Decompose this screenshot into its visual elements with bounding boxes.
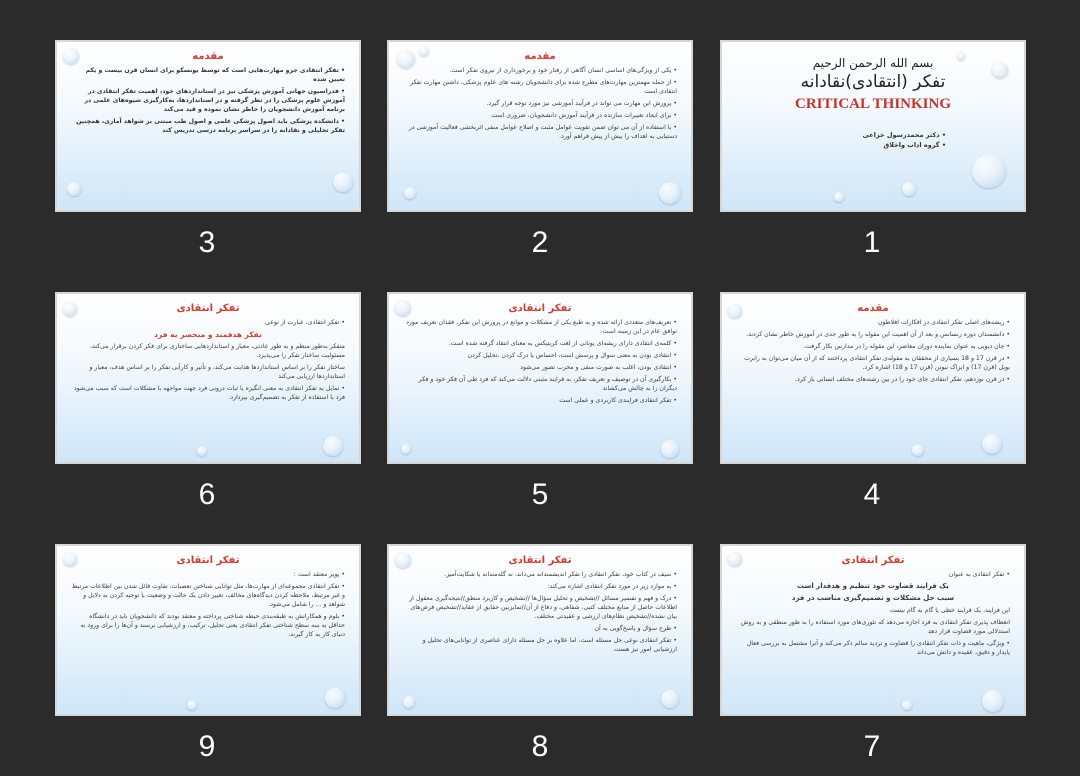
water-drop: [197, 446, 207, 456]
water-drop: [972, 154, 1006, 188]
water-drop: [982, 434, 1002, 454]
body-paragraph: ساختار تفکر را بر اساس استانداردها هدایت می‌کند، و تأثیر و کارآیی تفکر را بر اساس هدف، معیار و استانداردها ارزیابی می‌کند: [89, 364, 345, 380]
water-drop: [404, 187, 416, 199]
bullet-item: • تفکر انتقادی نوعی حل مسئله است، اما علاوه بر حل مسئله دارای عناصری از توانایی‌های تحلیل و ارزشیابی امور نیز هست.: [403, 636, 677, 654]
slide-title-english: CRITICAL THINKING: [794, 96, 951, 112]
slide-thumbnail-2[interactable]: [387, 40, 693, 212]
water-drop: [325, 688, 345, 708]
emphasis-line: سبب حل مشکلات و تصمیم‌گیری مناسب در فرد: [791, 594, 955, 602]
slide-title: مقدمه: [857, 303, 889, 314]
water-drop: [401, 444, 411, 454]
slide-thumbnail-5[interactable]: [387, 292, 693, 464]
bullet-item: • در قرن 17 و 18 بسیاری از محققان به مقوله‌ی تفکر انتقادی پرداختند که از آن میان می‌توان به رابرت بویل (قرن 17) و ایزاک نیوتن (قرن 17 و 18) اشاره کرد.: [736, 354, 1010, 372]
bullet-item: • دانشمندان دوره رنسانس و بعد از آن اهمیت این مقوله را به طور جدی در آموزش خاطر نشان کردند.: [736, 330, 1010, 339]
slide-title: تفکر انتقادی: [508, 555, 572, 566]
bullet-item: • برای ایجاد تغییرات سازنده در فرآیند آموزش دانشجویان، ضروری است: [403, 111, 677, 120]
bullet-item: • تفکر انتقادی مجموعه‌ای از مهارت‌ها، مثل توانایی شناختن تعصبات، تفاوت قائل شدن بین اطلاعات مرتبط و غیر مرتبط، ملاحظه کردن دیدگاه‌های مخالف، تغییر دادن یک حالت و وضعیت یا توجیه کردن به دلایل و شواهد و ... را شامل می‌شود.: [71, 582, 345, 609]
water-drop: [661, 440, 679, 458]
water-drop: [403, 696, 415, 708]
slide-number-7: 7: [863, 730, 881, 763]
bismillah-text: بسم الله الرحمن الرحیم: [812, 56, 934, 70]
slide-number-3: 3: [198, 226, 216, 259]
water-drop: [333, 172, 353, 192]
slide-thumbnail-7[interactable]: [720, 544, 1026, 716]
water-drop: [187, 700, 197, 710]
bullet-item: • تفکر انتقادی، عبارت از نوعی: [71, 318, 345, 327]
slide-thumbnail-3[interactable]: [55, 40, 361, 212]
slide-body: [403, 66, 677, 144]
department-name: • گروه اداب واخلاق: [863, 140, 946, 150]
bullet-item: • ریشه‌های اصلی تفکر انتقادی در افکارات افلاطون: [736, 318, 1010, 327]
bullet-item: • انتقادی بودن به معنی سوال و پرسش است، احساس یا درک کردن ،تحلیل کردن: [403, 351, 677, 360]
slide-body: [403, 570, 677, 657]
bullet-item: • بکارگیری آن در توصیف و تعریف تفکر، به فرایند مثبتی دلالت می‌کند که فرد طی آن فکر خود و فکر دیگران را به چالش می‌کشاند: [403, 375, 677, 393]
slide-title-persian: تفکر (انتقادی)نقادانه: [800, 72, 946, 92]
water-drop: [902, 700, 912, 710]
slide-title: تفکر انتقادی: [176, 555, 240, 566]
bullet-item: • پویر معتقد است :: [71, 570, 345, 579]
bullet-item: • درک و فهم و تفسیر مسائل //تشخیص و تحلیل سؤال‌ها //تشخیص و کاربرد منطق//نتیجه‌گیری معقول از اطلاعات حاصل از منابع مختلف کتبی، شفاهی، و دفاع از آن//تمایزبین حقایق از عقاید//تشخیص فرض‌های بیان نشده//تشخیص نظام‌های ارزشی و عقیدتی مختلف.: [403, 594, 677, 621]
slide-title: مقدمه: [192, 51, 224, 62]
slide-body: [403, 318, 677, 408]
slide-title: تفکر انتقادی: [508, 303, 572, 314]
bullet-item: • ویژگی، ماهیت و ذات تفکر انتقادی را قضاوت و تردید سالم ذکر می‌کند و آنرا مشتمل به بررسی فعال پایدار و دقیق، عقیده و دانش می‌داند: [736, 639, 1010, 657]
slide-number-8: 8: [531, 730, 549, 763]
author-name: • دکتر محمدرسول خزاعی: [863, 130, 946, 140]
slide-thumbnail-1[interactable]: [720, 40, 1026, 212]
bullet-item: • یکی از ویژگی‌های اساسی انسان آگاهی از رفتار خود و برخورداری از نیروی تفکر است.: [403, 66, 677, 75]
slide-number-6: 6: [198, 478, 216, 511]
bullet-item: • کلمه‌ی انتقادی دارای ریشه‌ای یونانی از لغت کریتیکس به معنای انتقاد گرفته شده است.: [403, 339, 677, 348]
body-paragraph: متفکر به‌طور منظم و به طور عادتی، معیار و استانداردهایی ساختاری برای فکر کردن برقرار می‌کند، مسئولیت ساختار تفکر را می‌پذیرد.: [89, 343, 345, 359]
bullet-item: • از جمله مهمترین مهارت‌های مطرح شده برای دانشجویان رشته های علوم پزشکی، داشتن مهارت تفکر انتقادی است: [403, 78, 677, 96]
bullet-item: • فدراسیون جهانی آموزش پزشکی نیز در استانداردهای خود، اهمیت تفکر انتقادی در آموزش علوم پزشکی را در نظر گرفته و در استانداردها، به‌کارگیری شیوه‌های علمی در برنامه آموزش دانشجویان را خاطر نشان نموده و قید می‌کند: [71, 87, 345, 114]
slide-body: [71, 570, 345, 642]
body-paragraph: این فرایند، یک فرایند خطی یا گام به گام نیست: [889, 607, 1010, 614]
bullet-item: • دانشکده پزشکی باید اصول پزشکی علمی و اصول طب مبتنی بر شواهد آماری، همچنین تفکر تحلیلی و نقادانه را در سراسر برنامه درسی تدریس کند: [71, 117, 345, 135]
water-drop: [834, 192, 844, 202]
bullet-item: • به موارد زیر در مورد تفکر انتقادی اشاره می‌کند:: [403, 582, 677, 591]
slide-title: تفکر انتقادی: [176, 303, 240, 314]
slide-thumbnail-8[interactable]: [387, 544, 693, 716]
highlight-subtitle: تفکر هدفمند و منحصر به فرد: [154, 330, 262, 339]
water-drop: [323, 436, 343, 456]
bullet-item: • سیف در کتاب خود، تفکر انتقادی را تفکر اندیشمندانه می‌داند، نه گله‌مندانه یا شکایت‌آمیز.: [403, 570, 677, 579]
water-drop: [982, 690, 1004, 712]
bullet-item: • تمایل به تفکر انتقادی به معنی انگیزه یا ثبات درونی فرد جهت مواجهه با مشکلات است که سبب می‌شود فرد با استفاده از تفکر به تصمیم‌گیری بپردازد.: [71, 384, 345, 402]
bullet-item: • در قرن نوزدهم، تفکر انتقادی جای خود را در بین رشته‌های مختلف انسانی باز کرد.: [736, 375, 1010, 384]
slide-number-4: 4: [863, 478, 881, 511]
slide-number-1: 1: [863, 226, 881, 259]
bullet-item: • جان دیویی به عنوان نماینده دوران معاصر، این مقوله را در مدارس بکار گرفت.: [736, 342, 1010, 351]
slide-title: تفکر انتقادی: [841, 555, 905, 566]
bullet-item: • پرورش این مهارت می تواند در فرآیند آموزشی نیز مورد توجه قرار گیرد.: [403, 99, 677, 108]
water-drop: [912, 444, 924, 456]
bullet-item: • بلوم و همکارانش به طبقه‌بندی حیطه شناختی پرداخته و معتقد بودند که دانشجویان باید در دانشگاه حداقل به سه سطح شناختی تفکر انتقادی یعنی تحلیل، ترکیب، و ارزشیابی برسند و آن‌ها را برای ورود به دنیای کار به کار گیرند.: [71, 612, 345, 639]
bullet-item: • با استفاده از آن می توان ضمن تقویت عوامل مثبت و اصلاح عوامل منفی اثربخشی فعالیت آموزشی در دستیابی به اهداف را بیش از پیش فراهم آورد.: [403, 123, 677, 141]
water-drop: [67, 182, 81, 196]
slide-thumbnail-9[interactable]: [55, 544, 361, 716]
slide-number-2: 2: [531, 226, 549, 259]
emphasis-line: یک فرایند قضاوت خود تنظیم و هدفدار است: [797, 582, 949, 590]
slide-number-5: 5: [531, 478, 549, 511]
body-paragraph: انعطاف پذیری تفکر انتقادی به فرد اجازه می‌دهد که تئوری‌های مورد استفاده را به طور منطقی و به روش استدلالی مورد قضاوت قرار دهد: [740, 619, 1010, 635]
slide-thumbnail-4[interactable]: [720, 292, 1026, 464]
bullet-item: • تفکر انتقادی فرایندی کاربردی و عملی است: [403, 396, 677, 405]
bullet-item: • تفکر انتقادی به عنوان: [736, 570, 1010, 579]
slide-body: [736, 318, 1010, 387]
slide-body: [71, 318, 345, 405]
authors-list: [863, 130, 946, 150]
bullet-item: • تعریف‌های متعددی ارائه شده و به طبع یکی از مشکلات و موانع در پرورش این تفکر، فقدان تعریف مورد توافق عام در این زمینه است.: [403, 318, 677, 336]
water-drop: [659, 182, 681, 204]
slide-number-9: 9: [198, 730, 216, 763]
slide-thumbnail-6[interactable]: [55, 292, 361, 464]
bullet-item: • انتقادی بودن، اغلب به صورت منفی و مخرب تصور می‌شود: [403, 363, 677, 372]
slide-body: [71, 66, 345, 138]
slide-body: [736, 570, 1010, 660]
water-drop: [902, 182, 916, 196]
bullet-item: • طرح سؤال و پاسخ‌گویی به آن: [403, 624, 677, 633]
slide-title: مقدمه: [524, 51, 556, 62]
bullet-item: • تفکر انتقادی جزو مهارت‌هایی است که توسط یونسکو برای انسان قرن بیست و یکم تعیین شده: [71, 66, 345, 84]
water-drop: [661, 690, 679, 708]
